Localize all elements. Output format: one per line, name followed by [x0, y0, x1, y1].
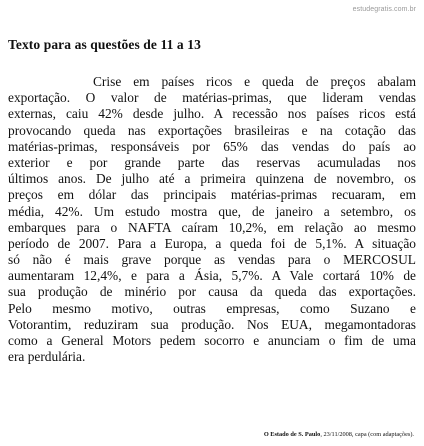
article-line: exportação. O valor de matérias-primas, que lideram vendas: [8, 90, 416, 106]
article-line: exterior e por grande parte das reservas acumuladas nos: [8, 154, 416, 170]
article-line: Crise em países ricos e queda de preços abalam: [93, 74, 416, 89]
article-line: Votorantim, reduziram sua produção. Nos EUA, megamontadoras: [8, 316, 416, 332]
section-heading: Texto para as questões de 11 a 13: [8, 37, 201, 52]
article-line: sua produção de minério por causa da queda das exportações.: [8, 284, 416, 300]
article-line: preços em dólar das principais matérias-primas recuaram, em: [8, 187, 416, 203]
article-line: era perdulária.: [8, 349, 86, 365]
article-line: aumentaram 12,4%, e para a Ásia, 5,7%. A Vale cortará 10% de: [8, 268, 416, 284]
article-line: como a General Motors pedem socorro e anunciam o fim de uma: [8, 333, 416, 348]
article-line: média, 42%. Um estudo mostra que, de janeiro a setembro, os: [8, 203, 416, 219]
source-publication: O Estado de S. Paulo: [263, 431, 321, 438]
site-watermark: estudegratis.com.br: [352, 6, 416, 13]
article-line: Pelo mesmo motivo, outras empresas, como Suzano e: [8, 300, 416, 316]
article-line: só não é mais grave porque as vendas para o MERCOSUL: [8, 252, 416, 268]
article-line: embarques para o NAFTA caíram 10,2%, em relação ao mesmo: [8, 219, 416, 235]
article-line: provocando queda nas exportações brasileiras e na cotação das: [8, 122, 416, 138]
article-line: externas, caiu 42% desde julho. A recessão nos países ricos está: [8, 106, 416, 122]
article-line: matérias-primas, responsáveis por 65% das vendas do país ao: [8, 138, 416, 154]
article-body: [8, 74, 416, 365]
source-citation: [264, 431, 414, 438]
source-details: , 23/11/2008, capa (com adaptações).: [320, 431, 414, 438]
article-line: período de 2007. Para a Europa, a queda foi de 5,1%. A situação: [8, 235, 416, 251]
article-line: últimos anos. De julho até a primeira quinzena de novembro, os: [8, 171, 416, 187]
